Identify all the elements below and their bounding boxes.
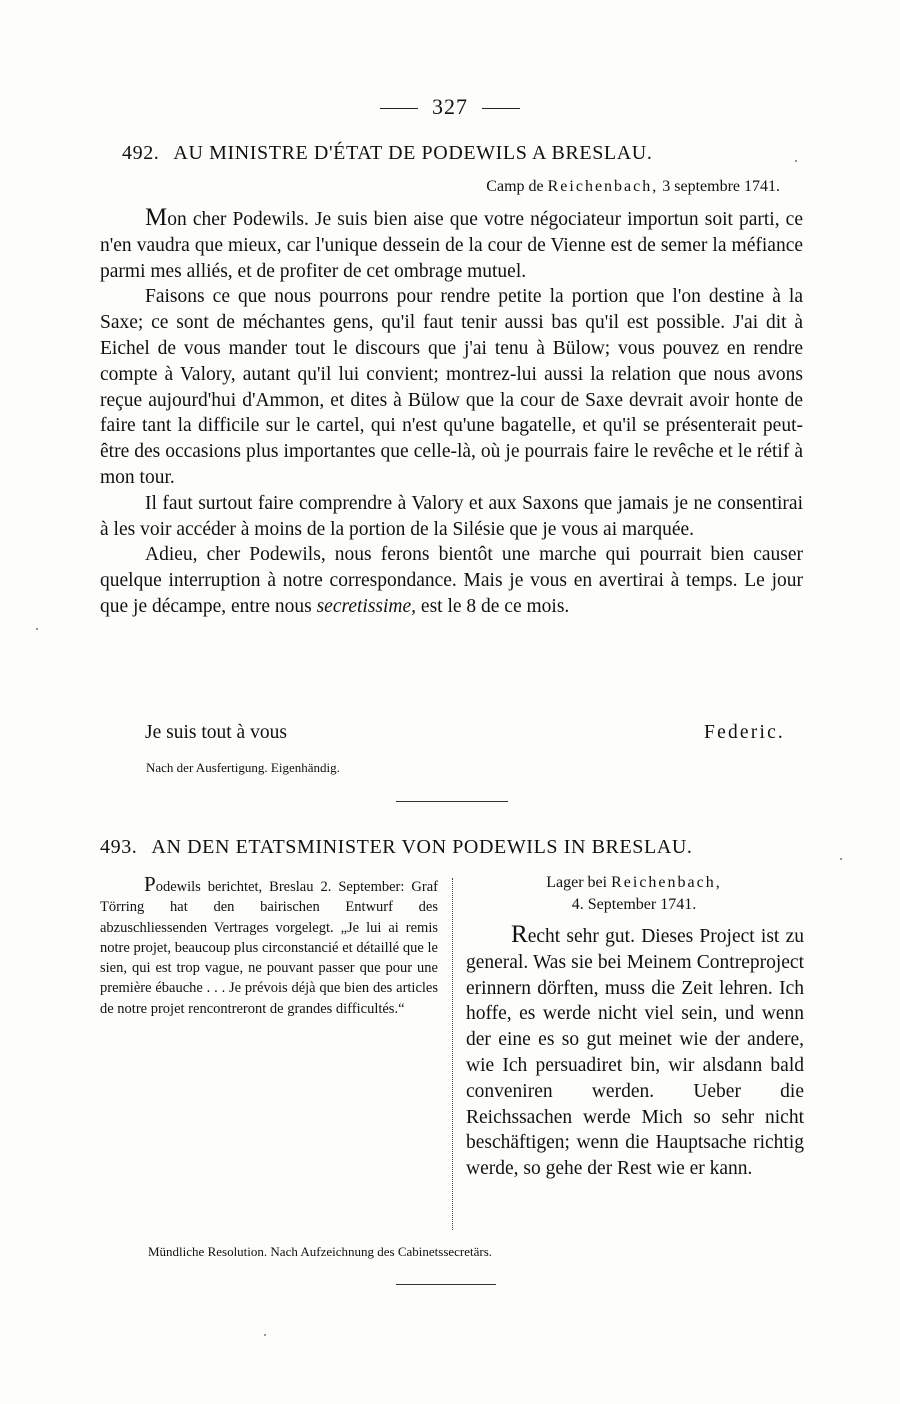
letter-492-paragraph-4-before: Adieu, cher Podewils, nous ferons bientôt une marche qui pourrait bien causer quelque interruption à notre correspondance. Mais je vous en avertirai à temps. Le jour que je décampe, entre nous xyxy=(100,544,803,617)
page-number-text: 327 xyxy=(432,94,468,119)
letter-492-date-rest: 3 septembre 1741. xyxy=(662,178,780,195)
letter-492-signature: Federic. xyxy=(704,722,785,743)
letter-492-paragraph-4 xyxy=(100,542,803,619)
letter-493-summary-initial: P xyxy=(144,872,156,896)
letter-492-paragraph-1-text: on cher Podewils. Je suis bien aise que votre négociateur importun soit parti, ce n'en vaudra que mieux, car l'unique dessein de la cour de Vienne est de semer la méfiance parmi mes alliés, et de profiter de cet ombrage mutuel. xyxy=(100,209,803,282)
letter-492-paragraph-1 xyxy=(100,205,803,284)
scan-speck xyxy=(840,858,842,860)
letter-492-paragraph-3: Il faut surtout faire comprendre à Valory et aux Saxons que jamais je ne consentirai à les voir accéder à moins de la portion de la Silésie que je vous ai marquée. xyxy=(100,492,803,540)
column-divider xyxy=(452,878,453,1230)
scan-speck xyxy=(795,160,797,162)
letter-492-date-prefix: Camp de xyxy=(486,178,544,195)
letter-492-title: AU MINISTRE D'ÉTAT DE PODEWILS A BRESLAU. xyxy=(173,142,653,164)
letter-493-date-prefix: Lager bei xyxy=(546,874,608,891)
letter-492-date-place: Reichenbach, xyxy=(547,178,659,195)
letter-492-paragraph-4-after: est le 8 de ce mois. xyxy=(420,595,570,617)
letter-492-closing-line xyxy=(145,720,785,746)
letter-493-summary-paragraph xyxy=(100,874,438,1019)
letter-493-summary xyxy=(100,874,438,1019)
letter-493-body xyxy=(466,922,804,1182)
letter-492-source-note: Nach der Ausfertigung. Eigenhändig. xyxy=(146,760,340,775)
letter-492-secretissime: secretissime, xyxy=(316,595,417,617)
letter-493-dateline xyxy=(466,872,802,916)
section-separator xyxy=(396,801,508,802)
letter-493-date-place: Reichenbach, xyxy=(611,874,722,891)
scan-speck xyxy=(264,1334,266,1336)
letter-493-date-line-2: 4. September 1741. xyxy=(571,896,697,913)
page-number xyxy=(0,94,900,120)
letter-493-source-note: Mündliche Resolution. Nach Aufzeichnung des Cabinetssecretärs. xyxy=(148,1244,493,1259)
letter-492-body xyxy=(100,205,803,620)
letter-492-heading xyxy=(122,142,812,165)
letter-493-body-paragraph xyxy=(466,922,804,1182)
letter-493-body-initial: R xyxy=(511,921,528,948)
letter-492-number: 492. xyxy=(122,142,160,164)
letter-493-date-line-1 xyxy=(466,872,802,894)
letter-492-closing: Je suis tout à vous xyxy=(145,722,287,743)
letter-492-dateline xyxy=(486,178,780,196)
letter-493-heading xyxy=(100,836,790,859)
letter-492-initial: M xyxy=(145,204,168,231)
page-number-right-rule xyxy=(482,108,520,109)
end-separator xyxy=(396,1284,496,1285)
scan-speck xyxy=(36,628,38,630)
letter-493-title: AN DEN ETATSMINISTER VON PODEWILS IN BRESLAU. xyxy=(151,836,693,858)
letter-492-paragraph-2: Faisons ce que nous pourrons pour rendre petite la portion que l'on destine à la Saxe; ce sont de méchantes gens, qu'il faut tenir aussi bas qu'il est possible. J'ai dit à Eichel de vous mander tout le discours que j'ai tenu à Bülow; vous pouvez en rendre compte à Valory, autant qu'il lui convient; montrez-lui aussi la relation que nous avons reçue aujourd'hui d'Ammon, et dites à Bülow que la cour de Saxe devrait avoir honte de faire tant la difficile sur le cartel, qui n'est qu'une bagatelle, et qu'il se présenterait peut-être des occasions plus importantes que celle-là, où je pourrais faire le revêche et le rétif à mon tour. xyxy=(100,286,803,488)
letter-493-number: 493. xyxy=(100,836,138,858)
letter-493-summary-text: odewils berichtet, Breslau 2. September: Graf Törring hat den bairischen Entwurf des abzuschliessenden Vertrages vorgelegt. „Je lui ai remis notre projet, beaucoup plus circonstancié et détaillé que le sien, qui est trop vague, ne pouvant passer que pour une première ébauche . . . Je prévois déjà que bien des articles de notre projet rencontreront de grandes difficultés.“ xyxy=(100,879,438,1017)
page-number-left-rule xyxy=(380,108,418,109)
letter-493-body-text: echt sehr gut. Dieses Project ist zu general. Was sie bei Meinem Contreproject erinnern dörften, muss die Zeit lehren. Ich hoffe, es werde nicht viel sein, und wenn der eine es so gut meinet wie der andere, wie Ich persuadiret bin, wir alsdann bald conveniren werden. Ueber die Reichssachen werde Mich so sehr nicht beschäftigen; wenn die Hauptsache richtig werde, so gehe der Rest wie er kann. xyxy=(466,926,804,1180)
